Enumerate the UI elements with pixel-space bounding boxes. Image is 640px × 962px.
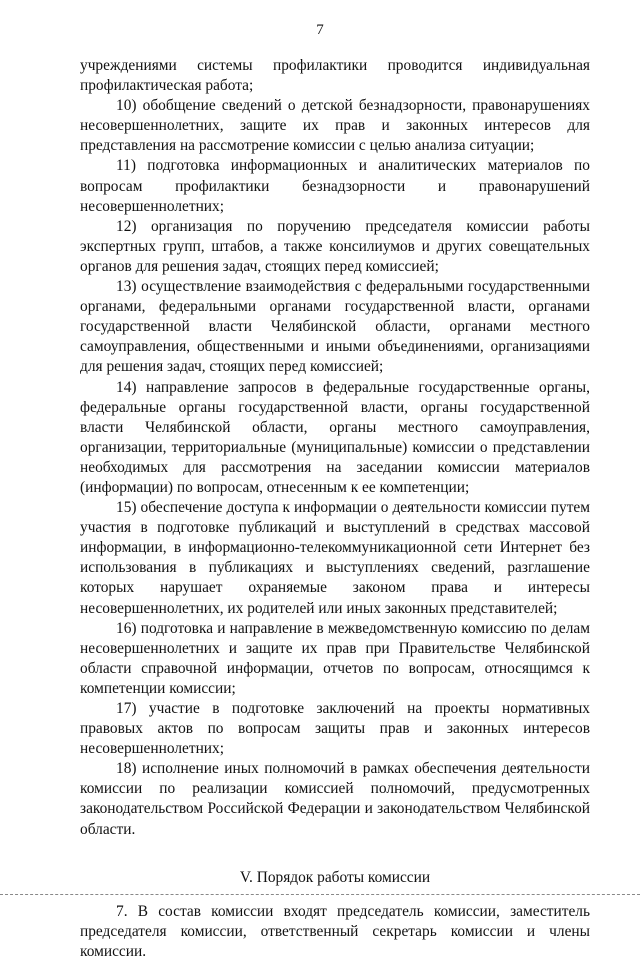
list-item-12: 12) организация по поручению председателя комиссии работы экспертных групп, штабов, а также консилиумов и других совещательных органов для решения задач, стоящих перед комиссией;	[80, 217, 590, 275]
list-item-16: 16) подготовка и направление в межведомственную комиссию по делам несовершеннолетних и защите их прав при Правительстве Челябинской области справочной информации, отчетов по вопросам, относящимся к компетенции комиссии;	[80, 619, 590, 697]
list-item-14: 14) направление запросов в федеральные государственные органы, федеральные органы государственной власти, органы государственной власти Челябинской области, органы местного самоуправления, организации, территориальные (муниципальные) комиссии о представлении необходимых для рассмотрения на заседании комиссии материалов (информации) по вопросам, отнесенным к ее компетенции;	[80, 378, 590, 496]
bottom-divider	[0, 894, 640, 895]
list-item-10: 10) обобщение сведений о детской безнадзорности, правонарушениях несовершеннолетних, защите их прав и законных интересов для представления на рассмотрение комиссии с целью анализа ситуации;	[80, 97, 590, 155]
document-body	[80, 56, 590, 962]
page-number: 7	[316, 22, 324, 38]
paragraph-continuation: учреждениями системы профилактики проводится индивидуальная профилактическая работа;	[80, 57, 590, 95]
list-item-18: 18) исполнение иных полномочий в рамках обеспечения деятельности комиссии по реализации комиссией полномочий, предусмотренных законодательством Российской Федерации и законодательством Челябинской области.	[80, 760, 590, 838]
list-item-13: 13) осуществление взаимодействия с федеральными государственными органами, федеральными органами государственной власти, органами государственной власти Челябинской области, органами местного самоуправления, общественными и иными объединениями, организациями для решения задач, стоящих перед комиссией;	[80, 278, 590, 376]
paragraph-7: 7. В состав комиссии входят председатель комиссии, заместитель председателя комиссии, ответственный секретарь комиссии и члены комиссии.	[80, 902, 590, 960]
list-item-11: 11) подготовка информационных и аналитических материалов по вопросам профилактики безнадзорности и правонарушений несовершеннолетних;	[80, 157, 590, 215]
list-item-15: 15) обеспечение доступа к информации о деятельности комиссии путем участия в подготовке публикаций и выступлений в средствах массовой информации, в информационно-телекоммуникационной сети Интернет без использования в публикациях и выступлениях сведений, разглашение которых нарушает охраняемые законом права и интересы несовершеннолетних, их родителей или иных законных представителей;	[80, 499, 590, 617]
section-heading: V. Порядок работы комиссии	[239, 868, 431, 886]
list-item-17: 17) участие в подготовке заключений на проекты нормативных правовых актов по вопросам защиты прав и законных интересов несовершеннолетних;	[80, 700, 590, 758]
